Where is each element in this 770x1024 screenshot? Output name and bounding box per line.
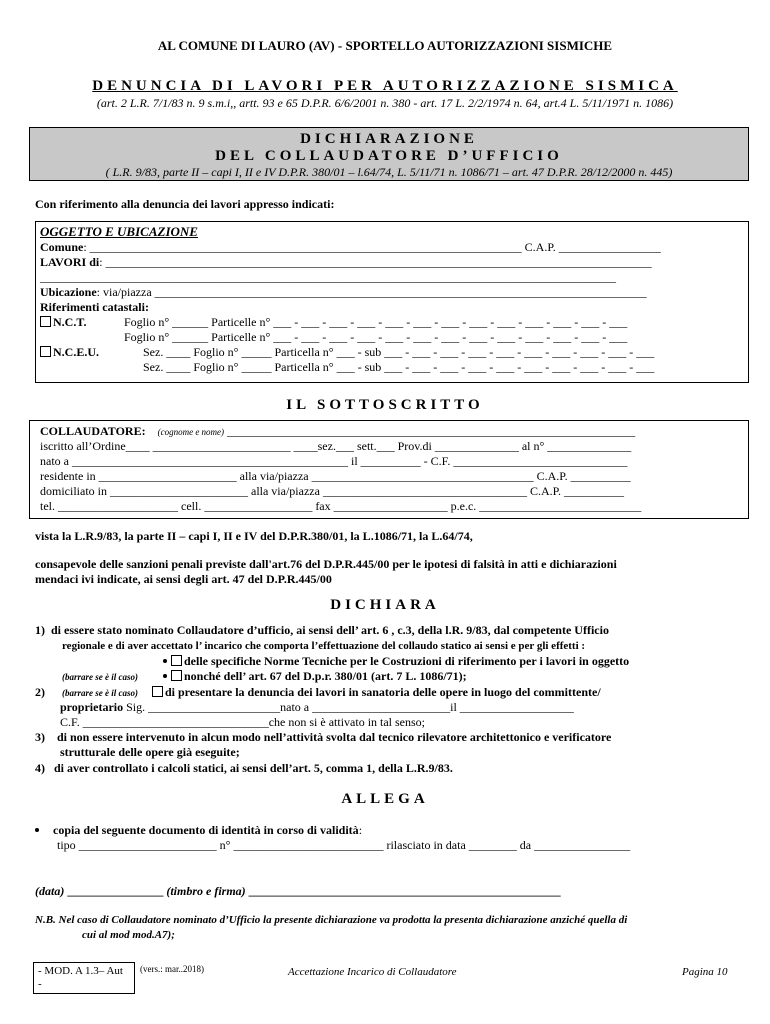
nceu-particelle-2[interactable]: Sez. ____ Foglio n° _____ Particella n° ___ - sub ___ - ___ - ___ - ___ - ___ - ___ - ___ - ___ - ___ - ___ bbox=[143, 360, 655, 374]
consapevole-text-1: consapevole delle sanzioni penali previste dall'art.76 del D.P.R.445/00 per le ipotesi di falsità in atti e dichiarazioni bbox=[35, 557, 617, 571]
nct-row bbox=[40, 315, 86, 330]
bullet-icon bbox=[163, 659, 167, 663]
nct-particelle-1[interactable]: Foglio n° ______ Particelle n° ___ - ___ - ___ - ___ - ___ - ___ - ___ - ___ - ___ - ___ - ___ - ___ - ___ bbox=[124, 315, 628, 329]
module-code-box bbox=[33, 962, 135, 994]
contatti-row[interactable]: tel. ____________________ cell. __________________ fax ___________________ p.e.c. ___________________________ bbox=[40, 499, 642, 513]
nascita-row[interactable]: nato a ______________________________________________ il __________ - C.F. _____________________________ bbox=[40, 454, 628, 468]
comune-label: Comune bbox=[40, 240, 84, 254]
ordine-row[interactable]: iscritto all’Ordine____ _______________________ ____sez.___ sett.___ Prov.di ______________ al n° ______________ bbox=[40, 439, 632, 453]
dichiara-item-1: 1) di essere stato nominato Collaudatore d’ufficio, ai sensi dell’ art. 6 , c.3, della l.R. 9/83, dal competente Ufficio bbox=[35, 623, 609, 637]
barrare-note-1: (barrare se è il caso) bbox=[62, 672, 138, 682]
data-field[interactable]: ________________ bbox=[64, 884, 167, 898]
cf-row[interactable] bbox=[60, 715, 425, 730]
bullet-icon bbox=[163, 674, 167, 678]
nct-checkbox[interactable] bbox=[40, 316, 51, 327]
dichiara-item-1-cont: regionale e di aver accettato l’ incarico che comporta l’effettuazione del collaudo statico ai sensi e per gli effetti : bbox=[62, 640, 586, 652]
module-code-dash: - bbox=[38, 978, 42, 990]
dichiara-item-2-num: 2) bbox=[35, 685, 45, 699]
nceu-particelle-1[interactable]: Sez. ____ Foglio n° _____ Particella n° ___ - sub ___ - ___ - ___ - ___ - ___ - ___ - ___ - ___ - ___ - ___ bbox=[143, 345, 655, 359]
declaration-title-box bbox=[29, 127, 749, 181]
nceu-label: N.C.E.U. bbox=[53, 345, 100, 359]
footer-document-title: Accettazione Incarico di Collaudatore bbox=[288, 966, 457, 978]
lavori-label: LAVORI di bbox=[40, 255, 100, 269]
intro-text: Con riferimento alla denuncia dei lavori appresso indicati: bbox=[35, 197, 335, 211]
sottoscritto-heading: IL SOTTOSCRITTO bbox=[286, 397, 484, 413]
allega-item-text: copia del seguente documento di identità in corso di validità bbox=[53, 823, 359, 837]
form-title: DENUNCIA DI LAVORI PER AUTORIZZAZIONE SISMICA bbox=[92, 78, 678, 94]
vista-text: vista la L.R.9/83, la parte II – capi I, II e IV del D.P.R.380/01, la L.1086/71, la L.64/74, bbox=[35, 529, 473, 543]
art67-text: nonché dell’ art. 67 del D.p.r. 380/01 (art. 7 L. 1086/71); bbox=[184, 669, 467, 683]
riferimenti-catastali-label: Riferimenti catastali: bbox=[40, 300, 149, 314]
dichiara-heading: DICHIARA bbox=[330, 597, 440, 613]
page-number: Pagina 10 bbox=[682, 966, 728, 978]
lavori-field[interactable]: : ___________________________________________________________________________________________ bbox=[99, 255, 652, 269]
data-label: (data) bbox=[35, 884, 65, 898]
proprietario-field-text[interactable]: Sig. ______________________nato a _______________________il ___________________ bbox=[123, 700, 574, 714]
bullet-icon bbox=[35, 828, 39, 832]
riferimenti-catastali-text: Riferimenti catastali bbox=[40, 300, 145, 314]
nceu-checkbox[interactable] bbox=[40, 346, 51, 357]
ubicazione-row bbox=[40, 285, 647, 300]
domicilio-row[interactable]: domiciliato in _______________________ alla via/piazza __________________________________ C.A.P. __________ bbox=[40, 484, 624, 498]
firma-field[interactable]: ____________________________________________________ bbox=[245, 884, 561, 898]
declaration-title: DICHIARAZIONE bbox=[300, 131, 478, 147]
lavori-field-continued[interactable]: ________________________________________________________________________________________________ bbox=[40, 270, 616, 284]
option-norme-tecniche bbox=[163, 654, 629, 669]
firma-row bbox=[35, 884, 561, 899]
comune-row bbox=[40, 240, 661, 255]
sanatoria-checkbox[interactable] bbox=[152, 686, 163, 697]
version-note: (vers.: mar..2018) bbox=[140, 964, 204, 974]
collaudatore-hint: (cognome e nome) bbox=[157, 427, 225, 437]
office-header: AL COMUNE DI LAURO (AV) - SPORTELLO AUTORIZZAZIONI SISMICHE bbox=[157, 38, 613, 53]
dichiara-item-4: 4) di aver controllato i calcoli statici, ai sensi dell’art. 5, comma 1, della L.R.9/83. bbox=[35, 761, 453, 775]
legal-references: (art. 2 L.R. 7/1/83 n. 9 s.m.i,, artt. 93 e 65 D.P.R. 6/6/2001 n. 380 - art. 17 L. 2/2/1974 n. 64, art.4 L. 5/11/1971 n. 1086) bbox=[96, 96, 674, 110]
dichiara-item-3: 3) di non essere intervenuto in alcun modo nell’attività svolta dal tecnico rilevatore architettonico e verificatore bbox=[35, 730, 612, 744]
lavori-row bbox=[40, 255, 652, 270]
collaudatore-row bbox=[40, 424, 635, 440]
allega-item: copia del seguente documento di identità in corso di validità: bbox=[35, 823, 362, 838]
nb-note-2: cui al mod mod.A7); bbox=[82, 929, 175, 941]
collaudatore-label: COLLAUDATORE: bbox=[40, 424, 146, 438]
collaudatore-field[interactable]: ____________________________________________________________________ bbox=[224, 424, 636, 438]
allega-heading: ALLEGA bbox=[341, 791, 429, 807]
documento-row[interactable]: tipo _______________________ n° _________________________ rilasciato in data ________ da ________________ bbox=[57, 838, 631, 852]
option-art67 bbox=[163, 669, 467, 684]
barrare-note-2: (barrare se è il caso) bbox=[62, 688, 138, 698]
consapevole-text-2: mendaci ivi indicate, ai sensi degli art. 47 del D.P.R.445/00 bbox=[35, 572, 332, 586]
ubicazione-label: Ubicazione bbox=[40, 285, 97, 299]
residenza-row[interactable]: residente in _______________________ alla via/piazza _____________________________________ C.A.P. __________ bbox=[40, 469, 631, 483]
cf-field[interactable]: C.F. _______________________________che non si è attivato in tal senso; bbox=[60, 715, 426, 729]
nct-label: N.C.T. bbox=[53, 315, 87, 329]
comune-field[interactable]: : ________________________________________________________________________ C.A.P. _________________ bbox=[83, 240, 661, 254]
sanatoria-text: di presentare la denuncia dei lavori in sanatoria delle opere in luogo del committente/ bbox=[165, 685, 601, 699]
timbro-firma-label: (timbro e firma) bbox=[166, 884, 246, 898]
declaration-references: ( L.R. 9/83, parte II – capi I, II e IV D.P.R. 380/01 – l.64/74, L. 5/11/71 n. 1086/71 – art. 47 D.P.R. 28/12/2000 n. 445) bbox=[105, 165, 673, 179]
dichiara-item-3-cont: strutturale delle opere già eseguite; bbox=[60, 745, 240, 759]
proprietario-row[interactable]: proprietario Sig. ______________________nato a _______________________il ___________________ bbox=[60, 700, 574, 714]
nb-note-1: N.B. Nel caso di Collaudatore nominato d’Ufficio la presente dichiarazione va prodotta la presenta dichiarazione anziché quella di bbox=[35, 914, 628, 926]
ubicazione-field[interactable]: : via/piazza __________________________________________________________________________________ bbox=[96, 285, 647, 299]
norme-tecniche-checkbox[interactable] bbox=[171, 655, 182, 666]
nceu-row bbox=[40, 345, 99, 360]
oggetto-heading: OGGETTO E UBICAZIONE bbox=[40, 224, 198, 239]
norme-tecniche-text: delle specifiche Norme Tecniche per le Costruzioni di riferimento per i lavori in oggetto bbox=[184, 654, 630, 668]
module-code: - MOD. A 1.3– Aut bbox=[38, 965, 123, 977]
option-sanatoria bbox=[152, 685, 601, 700]
art67-checkbox[interactable] bbox=[171, 670, 182, 681]
nct-particelle-2[interactable]: Foglio n° ______ Particelle n° ___ - ___ - ___ - ___ - ___ - ___ - ___ - ___ - ___ - ___ - ___ - ___ - ___ bbox=[124, 330, 628, 344]
declaration-subtitle: DEL COLLAUDATORE D’UFFICIO bbox=[215, 148, 563, 164]
